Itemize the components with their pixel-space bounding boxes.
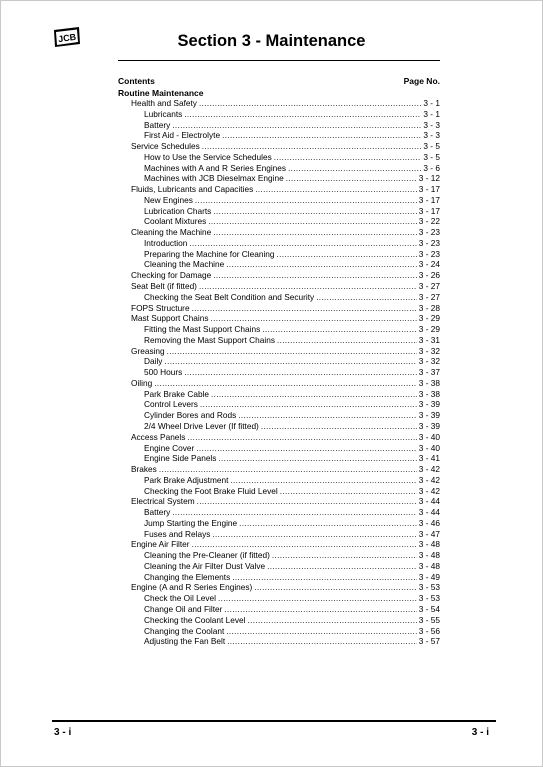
toc-entry-title: Changing the Coolant — [144, 625, 225, 636]
toc-entry[interactable] — [118, 421, 440, 432]
toc-leader-dots — [262, 325, 417, 336]
toc-entry-title: Control Levers — [144, 399, 198, 410]
toc-entry-page: 3 - 29 — [418, 313, 440, 324]
toc-leader-dots — [267, 562, 417, 573]
toc-leader-dots — [218, 594, 417, 605]
toc-entry[interactable] — [118, 453, 440, 464]
toc-leader-dots — [227, 637, 417, 648]
toc-entry-title: Cleaning the Air Filter Dust Valve — [144, 560, 266, 571]
toc-entry-page: 3 - 28 — [418, 302, 440, 313]
toc-entry-page: 3 - 17 — [418, 194, 440, 205]
toc-entry-title: Introduction — [144, 237, 188, 248]
toc-entry[interactable] — [118, 636, 440, 647]
toc-entry-page: 3 - 23 — [418, 248, 440, 259]
toc-entry-page: 3 - 6 — [423, 162, 440, 173]
toc-entry[interactable] — [118, 313, 440, 324]
toc-entry[interactable] — [118, 550, 440, 561]
toc-leader-dots — [288, 164, 421, 175]
title-divider — [118, 60, 440, 61]
toc-header — [118, 76, 440, 86]
toc-entry-page: 3 - 32 — [418, 345, 440, 356]
toc-entry[interactable] — [118, 238, 440, 249]
toc-entry[interactable] — [118, 443, 440, 454]
toc-entry-title: Checking the Foot Brake Fluid Level — [144, 485, 278, 496]
toc-entry[interactable] — [118, 626, 440, 637]
toc-leader-dots — [226, 627, 417, 638]
toc-entry-title: Electrical System — [131, 496, 195, 507]
toc-entry[interactable] — [118, 593, 440, 604]
toc-entry[interactable] — [118, 195, 440, 206]
toc-entry[interactable] — [118, 486, 440, 497]
toc-entry-title: Checking the Seat Belt Condition and Security — [144, 291, 315, 302]
toc-entry[interactable] — [118, 604, 440, 615]
toc-leader-dots — [208, 217, 417, 228]
contents-label: Contents — [118, 76, 155, 86]
toc-entry[interactable] — [118, 249, 440, 260]
toc-entry[interactable] — [118, 324, 440, 335]
toc-entry-page: 3 - 24 — [418, 259, 440, 270]
toc-leader-dots — [184, 110, 421, 121]
toc-entry[interactable] — [118, 464, 440, 475]
toc-entry[interactable] — [118, 335, 440, 346]
toc-entry[interactable] — [118, 206, 440, 217]
toc-entry-title: Greasing — [131, 345, 165, 356]
toc-entry-title: Seat Belt (if fitted) — [131, 281, 197, 292]
toc-entry[interactable] — [118, 582, 440, 593]
toc-entry-page: 3 - 54 — [418, 603, 440, 614]
toc-leader-dots — [213, 207, 416, 218]
toc-entry-page: 3 - 5 — [423, 141, 440, 152]
toc-entry[interactable] — [118, 561, 440, 572]
toc-entry-title: Adjusting the Fan Belt — [144, 636, 226, 647]
toc-entry-page: 3 - 23 — [418, 237, 440, 248]
toc-entry-page: 3 - 48 — [418, 550, 440, 561]
toc-entry[interactable] — [118, 615, 440, 626]
toc-entry-page: 3 - 32 — [418, 356, 440, 367]
toc-entry[interactable] — [118, 518, 440, 529]
toc-entry-page: 3 - 40 — [418, 442, 440, 453]
toc-entry-title: Check the Oil Level — [144, 593, 216, 604]
toc-leader-dots — [277, 250, 417, 261]
toc-entry-page: 3 - 48 — [418, 539, 440, 550]
toc-leader-dots — [196, 444, 417, 455]
toc-leader-dots — [164, 357, 416, 368]
toc-entry-title: FOPS Structure — [131, 302, 190, 313]
toc-entry-title: Battery — [144, 507, 171, 518]
footer-divider — [52, 720, 496, 722]
toc-entry[interactable] — [118, 259, 440, 270]
toc-entry-page: 3 - 42 — [418, 485, 440, 496]
toc-entry-page: 3 - 44 — [418, 507, 440, 518]
toc-entry-page: 3 - 23 — [418, 227, 440, 238]
toc-entry-title: Battery — [144, 119, 171, 130]
toc-leader-dots — [195, 196, 417, 207]
toc-entry-page: 3 - 49 — [418, 571, 440, 582]
toc-entry[interactable] — [118, 346, 440, 357]
toc-entry-page: 3 - 38 — [418, 388, 440, 399]
toc-entry-title: Checking the Coolant Level — [144, 614, 246, 625]
toc-leader-dots — [184, 368, 417, 379]
toc-leader-dots — [222, 131, 421, 142]
toc-entry-page: 3 - 38 — [418, 377, 440, 388]
toc-leader-dots — [261, 422, 417, 433]
toc-entry[interactable] — [118, 216, 440, 227]
toc-entry[interactable] — [118, 120, 440, 131]
toc-entry[interactable] — [118, 184, 440, 195]
toc-entry-title: Change Oil and Filter — [144, 603, 223, 614]
toc-leader-dots — [238, 411, 417, 422]
toc-entry[interactable] — [118, 496, 440, 507]
toc-entry-title: 2/4 Wheel Drive Lever (If fitted) — [144, 420, 259, 431]
toc-entry-page: 3 - 40 — [418, 431, 440, 442]
toc-entry[interactable] — [118, 292, 440, 303]
toc-entry-title: Engine Cover — [144, 442, 195, 453]
toc-entry-title: Removing the Mast Support Chains — [144, 334, 275, 345]
toc-entry-page: 3 - 39 — [418, 410, 440, 421]
toc-entry-title: First Aid - Electrolyte — [144, 130, 221, 141]
toc-leader-dots — [218, 454, 416, 465]
footer-page-number-left: 3 - i — [54, 727, 72, 738]
toc-entry[interactable] — [118, 389, 440, 400]
toc-entry[interactable] — [118, 130, 440, 141]
toc-entry-page: 3 - 41 — [418, 453, 440, 464]
toc-leader-dots — [213, 271, 417, 282]
toc-entry-title: Cleaning the Machine — [131, 227, 212, 238]
toc-entry[interactable] — [118, 356, 440, 367]
toc-entry-page: 3 - 5 — [423, 151, 440, 162]
toc-entry[interactable] — [118, 432, 440, 443]
toc-entry-page: 3 - 57 — [418, 636, 440, 647]
toc-entry-page: 3 - 1 — [423, 98, 440, 108]
toc-leader-dots — [212, 530, 416, 541]
toc-entry-title: Machines with JCB Dieselmax Engine — [144, 173, 284, 184]
toc-entry[interactable] — [118, 152, 440, 163]
toc-leader-dots — [280, 487, 417, 498]
toc-leader-dots — [286, 174, 417, 185]
footer-page-number-right: 3 - i — [471, 727, 489, 738]
toc-entry-page: 3 - 27 — [418, 291, 440, 302]
toc-entry-page: 3 - 37 — [418, 367, 440, 378]
toc-entry-page: 3 - 42 — [418, 464, 440, 475]
toc-leader-dots — [274, 153, 422, 164]
toc-entry[interactable] — [118, 141, 440, 152]
toc-leader-dots — [192, 304, 417, 315]
toc-entry-page: 3 - 44 — [418, 496, 440, 507]
toc-entry[interactable] — [118, 270, 440, 281]
toc-entry-page: 3 - 29 — [418, 324, 440, 335]
page-no-label: Page No. — [403, 76, 440, 86]
toc-entry[interactable] — [118, 173, 440, 184]
toc-entry[interactable] — [118, 378, 440, 389]
toc-entry-title: Park Brake Adjustment — [144, 474, 229, 485]
toc-entry-title: Cylinder Bores and Rods — [144, 410, 237, 421]
toc-entry-title: 500 Hours — [144, 367, 183, 378]
toc-entry-title: How to Use the Service Schedules — [144, 151, 272, 162]
toc-entry[interactable] — [118, 507, 440, 518]
toc-entry-title: Fluids, Lubricants and Capacities — [131, 184, 254, 195]
toc-entry-title: Preparing the Machine for Cleaning — [144, 248, 275, 259]
toc-entry[interactable] — [118, 98, 440, 109]
toc-list — [118, 98, 440, 647]
toc-entry-title: Engine Side Panels — [144, 453, 217, 464]
toc-leader-dots — [254, 583, 416, 594]
toc-leader-dots — [232, 573, 417, 584]
toc-entry-title: Park Brake Cable — [144, 388, 210, 399]
toc-leader-dots — [187, 433, 416, 444]
toc-entry-title: Fuses and Relays — [144, 528, 211, 539]
toc-entry-title: Service Schedules — [131, 141, 200, 152]
toc-entry[interactable] — [118, 410, 440, 421]
toc-entry-title: Lubricants — [144, 108, 183, 119]
toc-entry[interactable] — [118, 109, 440, 120]
toc-entry-title: Checking for Damage — [131, 270, 212, 281]
toc-entry-page: 3 - 56 — [418, 625, 440, 636]
toc-leader-dots — [197, 497, 417, 508]
toc-entry-title: Engine (A and R Series Engines) — [131, 582, 253, 593]
toc-entry-page: 3 - 47 — [418, 528, 440, 539]
toc-entry-page: 3 - 48 — [418, 560, 440, 571]
toc-entry-title: Health and Safety — [131, 98, 197, 108]
toc-entry-page: 3 - 17 — [418, 205, 440, 216]
toc-leader-dots — [199, 99, 421, 110]
toc-entry-page: 3 - 22 — [418, 216, 440, 227]
toc-entry-title: Brakes — [131, 464, 157, 475]
toc-entry-title: Changing the Elements — [144, 571, 231, 582]
toc-entry-page: 3 - 39 — [418, 420, 440, 431]
toc-entry-title: Access Panels — [131, 431, 186, 442]
toc-entry-page: 3 - 55 — [418, 614, 440, 625]
toc-entry-title: Engine Air Filter — [131, 539, 190, 550]
toc-leader-dots — [272, 551, 417, 562]
toc-entry-title: Fitting the Mast Support Chains — [144, 324, 261, 335]
toc-leader-dots — [226, 260, 417, 271]
toc-entry[interactable] — [118, 529, 440, 540]
toc-entry-page: 3 - 27 — [418, 281, 440, 292]
toc-entry-page: 3 - 31 — [418, 334, 440, 345]
toc-leader-dots — [277, 336, 417, 347]
toc-leader-dots — [255, 185, 417, 196]
toc-entry-page: 3 - 12 — [418, 173, 440, 184]
toc-leader-dots — [211, 390, 417, 401]
toc-entry[interactable] — [118, 163, 440, 174]
toc-entry-page: 3 - 1 — [423, 108, 440, 119]
toc-entry-title: Jump Starting the Engine — [144, 517, 238, 528]
toc-entry-title: New Engines — [144, 194, 193, 205]
toc-entry-page: 3 - 42 — [418, 474, 440, 485]
toc-entry[interactable] — [118, 475, 440, 486]
toc-entry-page: 3 - 26 — [418, 270, 440, 281]
toc-entry-page: 3 - 53 — [418, 593, 440, 604]
toc-entry[interactable] — [118, 399, 440, 410]
toc-entry-page: 3 - 39 — [418, 399, 440, 410]
toc-entry-page: 3 - 3 — [423, 130, 440, 141]
toc-entry[interactable] — [118, 539, 440, 550]
toc-leader-dots — [224, 605, 416, 616]
toc-entry-page: 3 - 46 — [418, 517, 440, 528]
toc-leader-dots — [213, 228, 417, 239]
toc-entry-title: Daily — [144, 356, 163, 367]
toc-group-label: Routine Maintenance — [118, 88, 204, 98]
toc-entry-title: Mast Support Chains — [131, 313, 209, 324]
toc-entry-page: 3 - 17 — [418, 184, 440, 195]
toc-entry-title: Cleaning the Pre-Cleaner (if fitted) — [144, 550, 270, 561]
toc-entry-title: Coolant Mixtures — [144, 216, 207, 227]
page-title: Section 3 - Maintenance — [177, 32, 366, 50]
toc-entry-title: Oiling — [131, 377, 153, 388]
toc-entry-page: 3 - 53 — [418, 582, 440, 593]
toc-entry[interactable] — [118, 227, 440, 238]
toc-leader-dots — [316, 293, 417, 304]
toc-leader-dots — [247, 616, 416, 627]
toc-entry-page: 3 - 3 — [423, 119, 440, 130]
toc-leader-dots — [167, 347, 417, 358]
toc-entry[interactable] — [118, 303, 440, 314]
toc-entry[interactable] — [118, 572, 440, 583]
toc-entry[interactable] — [118, 281, 440, 292]
toc-entry-title: Machines with A and R Series Engines — [144, 162, 287, 173]
toc-entry-title: Lubrication Charts — [144, 205, 212, 216]
toc-leader-dots — [239, 519, 417, 530]
svg-text:JCB: JCB — [57, 31, 77, 45]
toc-entry[interactable] — [118, 367, 440, 378]
toc-entry-title: Cleaning the Machine — [144, 259, 225, 270]
